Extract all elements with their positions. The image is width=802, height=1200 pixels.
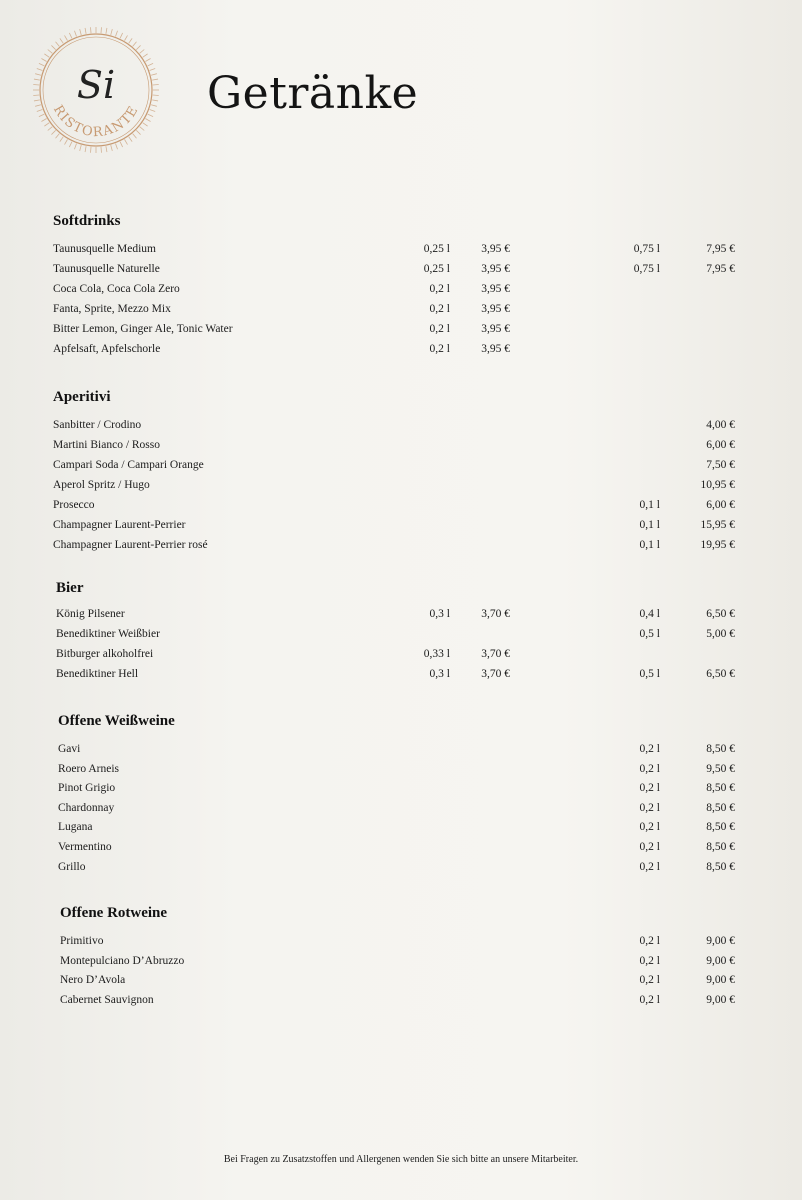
menu-item-row	[0, 456, 802, 474]
item-volume-large: 0,1 l	[639, 519, 660, 531]
menu-item-row	[0, 516, 802, 534]
menu-item-row	[0, 605, 802, 623]
item-volume-large: 0,1 l	[639, 499, 660, 511]
item-price-large: 9,00 €	[706, 974, 735, 986]
menu-item-row	[0, 952, 802, 970]
item-price-large: 7,95 €	[706, 263, 735, 275]
item-name: Coca Cola, Coca Cola Zero	[53, 283, 180, 295]
item-name: Sanbitter / Crodino	[53, 419, 142, 431]
item-volume-small: 0,2 l	[429, 323, 450, 335]
item-name: Primitivo	[60, 935, 104, 947]
menu-item-row	[0, 740, 802, 758]
menu-item-row	[0, 240, 802, 258]
menu-item-row	[0, 858, 802, 876]
menu-item-row	[0, 340, 802, 358]
item-price-large: 9,00 €	[706, 993, 735, 1006]
item-price-small: 3,95 €	[481, 303, 510, 315]
item-volume-large: 0,1 l	[639, 539, 660, 551]
menu-item-row	[0, 496, 802, 514]
item-price-large: 19,95 €	[700, 539, 735, 551]
menu-item-row	[0, 971, 802, 989]
item-price-large: 4,00 €	[706, 419, 735, 431]
menu-item-row	[0, 991, 802, 1009]
menu-item-row	[0, 536, 802, 554]
section-title: Offene Weißweine	[58, 713, 175, 729]
item-volume-small: 0,25 l	[423, 243, 450, 255]
allergen-note: Bei Fragen zu Zusatzstoffen und Allergenen wenden Sie sich bitte an unsere Mitarbeiter.	[223, 1154, 579, 1165]
logo-seal-icon	[28, 22, 164, 158]
item-volume-large: 0,4 l	[639, 608, 660, 620]
item-price-large: 6,50 €	[706, 608, 735, 620]
item-volume-small: 0,25 l	[423, 263, 450, 275]
item-price-large: 8,50 €	[706, 821, 735, 834]
item-name: Champagner Laurent-Perrier rosé	[53, 539, 208, 551]
item-price-small: 3,70 €	[481, 608, 510, 620]
item-volume-large: 0,2 l	[639, 743, 660, 755]
item-price-large: 7,95 €	[706, 243, 735, 255]
item-name: Benediktiner Hell	[56, 668, 139, 680]
item-name: Taunusquelle Medium	[53, 243, 156, 255]
item-volume-small: 0,2 l	[429, 303, 450, 315]
item-price-large: 9,00 €	[706, 935, 735, 947]
item-volume-small: 0,3 l	[429, 668, 450, 680]
item-price-large: 8,50 €	[706, 782, 735, 795]
item-price-large: 7,50 €	[706, 459, 735, 471]
item-volume-large: 0,5 l	[639, 628, 660, 640]
item-volume-large: 0,2 l	[639, 860, 660, 873]
item-name: Martini Bianco / Rosso	[53, 439, 161, 451]
menu-item-row	[0, 260, 802, 278]
logo-monogram: Si	[76, 63, 116, 107]
item-name: Nero D’Avola	[60, 974, 126, 986]
menu-item-row	[0, 416, 802, 434]
item-name: Pinot Grigio	[58, 782, 116, 795]
item-name: Chardonnay	[58, 801, 115, 814]
item-price-large: 9,00 €	[706, 954, 735, 967]
item-volume-large: 0,2 l	[639, 782, 660, 795]
section-title: Softdrinks	[53, 213, 121, 229]
item-name: Apfelsaft, Apfelschorle	[53, 343, 161, 355]
item-price-large: 8,50 €	[706, 801, 735, 814]
item-price-large: 5,00 €	[706, 628, 735, 640]
item-price-small: 3,95 €	[481, 243, 510, 255]
item-price-large: 8,50 €	[706, 841, 735, 853]
item-name: Lugana	[58, 821, 93, 834]
item-volume-large: 0,2 l	[639, 954, 660, 967]
menu-item-row	[0, 665, 802, 683]
menu-item-row	[0, 320, 802, 338]
menu-item-row	[0, 476, 802, 494]
item-price-large: 8,50 €	[706, 860, 735, 873]
item-name: Benediktiner Weißbier	[56, 628, 160, 640]
item-volume-small: 0,2 l	[429, 343, 450, 355]
item-volume-large: 0,75 l	[633, 243, 660, 255]
item-volume-large: 0,5 l	[639, 668, 660, 680]
item-price-small: 3,70 €	[481, 648, 510, 660]
item-name: Fanta, Sprite, Mezzo Mix	[53, 303, 171, 315]
item-name: Vermentino	[58, 841, 112, 853]
item-name: Montepulciano D’Abruzzo	[60, 954, 185, 967]
item-name: Aperol Spritz / Hugo	[53, 479, 150, 491]
item-volume-large: 0,2 l	[639, 762, 660, 775]
section-title: Aperitivi	[53, 389, 111, 405]
menu-item-row	[0, 280, 802, 298]
item-name: König Pilsener	[56, 608, 125, 620]
menu-item-row	[0, 645, 802, 663]
item-volume-large: 0,2 l	[639, 801, 660, 814]
item-volume-large: 0,75 l	[633, 263, 660, 275]
menu-item-row	[0, 818, 802, 836]
item-price-small: 3,95 €	[481, 343, 510, 355]
item-name: Gavi	[58, 743, 81, 755]
item-name: Bitter Lemon, Ginger Ale, Tonic Water	[53, 323, 233, 335]
logo-text: RISTORANTE	[49, 102, 143, 141]
item-price-large: 6,00 €	[706, 499, 735, 511]
item-price-large: 10,95 €	[700, 479, 735, 491]
item-name: Prosecco	[53, 499, 95, 511]
item-volume-large: 0,2 l	[639, 821, 660, 834]
page-title: Getränke	[207, 68, 419, 119]
item-name: Bitburger alkoholfrei	[56, 648, 154, 660]
item-name: Grillo	[58, 860, 86, 873]
item-price-small: 3,95 €	[481, 263, 510, 275]
item-name: Campari Soda / Campari Orange	[53, 459, 204, 471]
menu-item-row	[0, 760, 802, 778]
item-price-small: 3,95 €	[481, 323, 510, 335]
item-volume-large: 0,2 l	[639, 974, 660, 986]
menu-item-row	[0, 838, 802, 856]
section-title: Offene Rotweine	[60, 905, 168, 921]
item-volume-large: 0,2 l	[639, 841, 660, 853]
item-volume-small: 0,2 l	[429, 283, 450, 295]
item-price-small: 3,95 €	[481, 283, 510, 295]
menu-item-row	[0, 779, 802, 797]
menu-item-row	[0, 799, 802, 817]
section-title: Bier	[56, 580, 84, 596]
item-price-large: 8,50 €	[706, 743, 735, 755]
item-volume-large: 0,2 l	[639, 935, 660, 947]
item-price-large: 6,00 €	[706, 439, 735, 451]
menu-item-row	[0, 436, 802, 454]
menu-item-row	[0, 932, 802, 950]
item-price-large: 9,50 €	[706, 762, 735, 775]
item-price-small: 3,70 €	[481, 668, 510, 680]
item-name: Cabernet Sauvignon	[60, 993, 154, 1006]
item-name: Taunusquelle Naturelle	[53, 263, 160, 275]
ristorante-logo	[28, 22, 164, 158]
item-price-large: 15,95 €	[700, 519, 735, 531]
menu-item-row	[0, 300, 802, 318]
menu-item-row	[0, 625, 802, 643]
item-volume-large: 0,2 l	[639, 993, 660, 1006]
item-name: Champagner Laurent-Perrier	[53, 519, 186, 531]
item-volume-small: 0,33 l	[423, 648, 450, 660]
item-price-large: 6,50 €	[706, 668, 735, 680]
item-volume-small: 0,3 l	[429, 608, 450, 620]
item-name: Roero Arneis	[58, 762, 120, 775]
